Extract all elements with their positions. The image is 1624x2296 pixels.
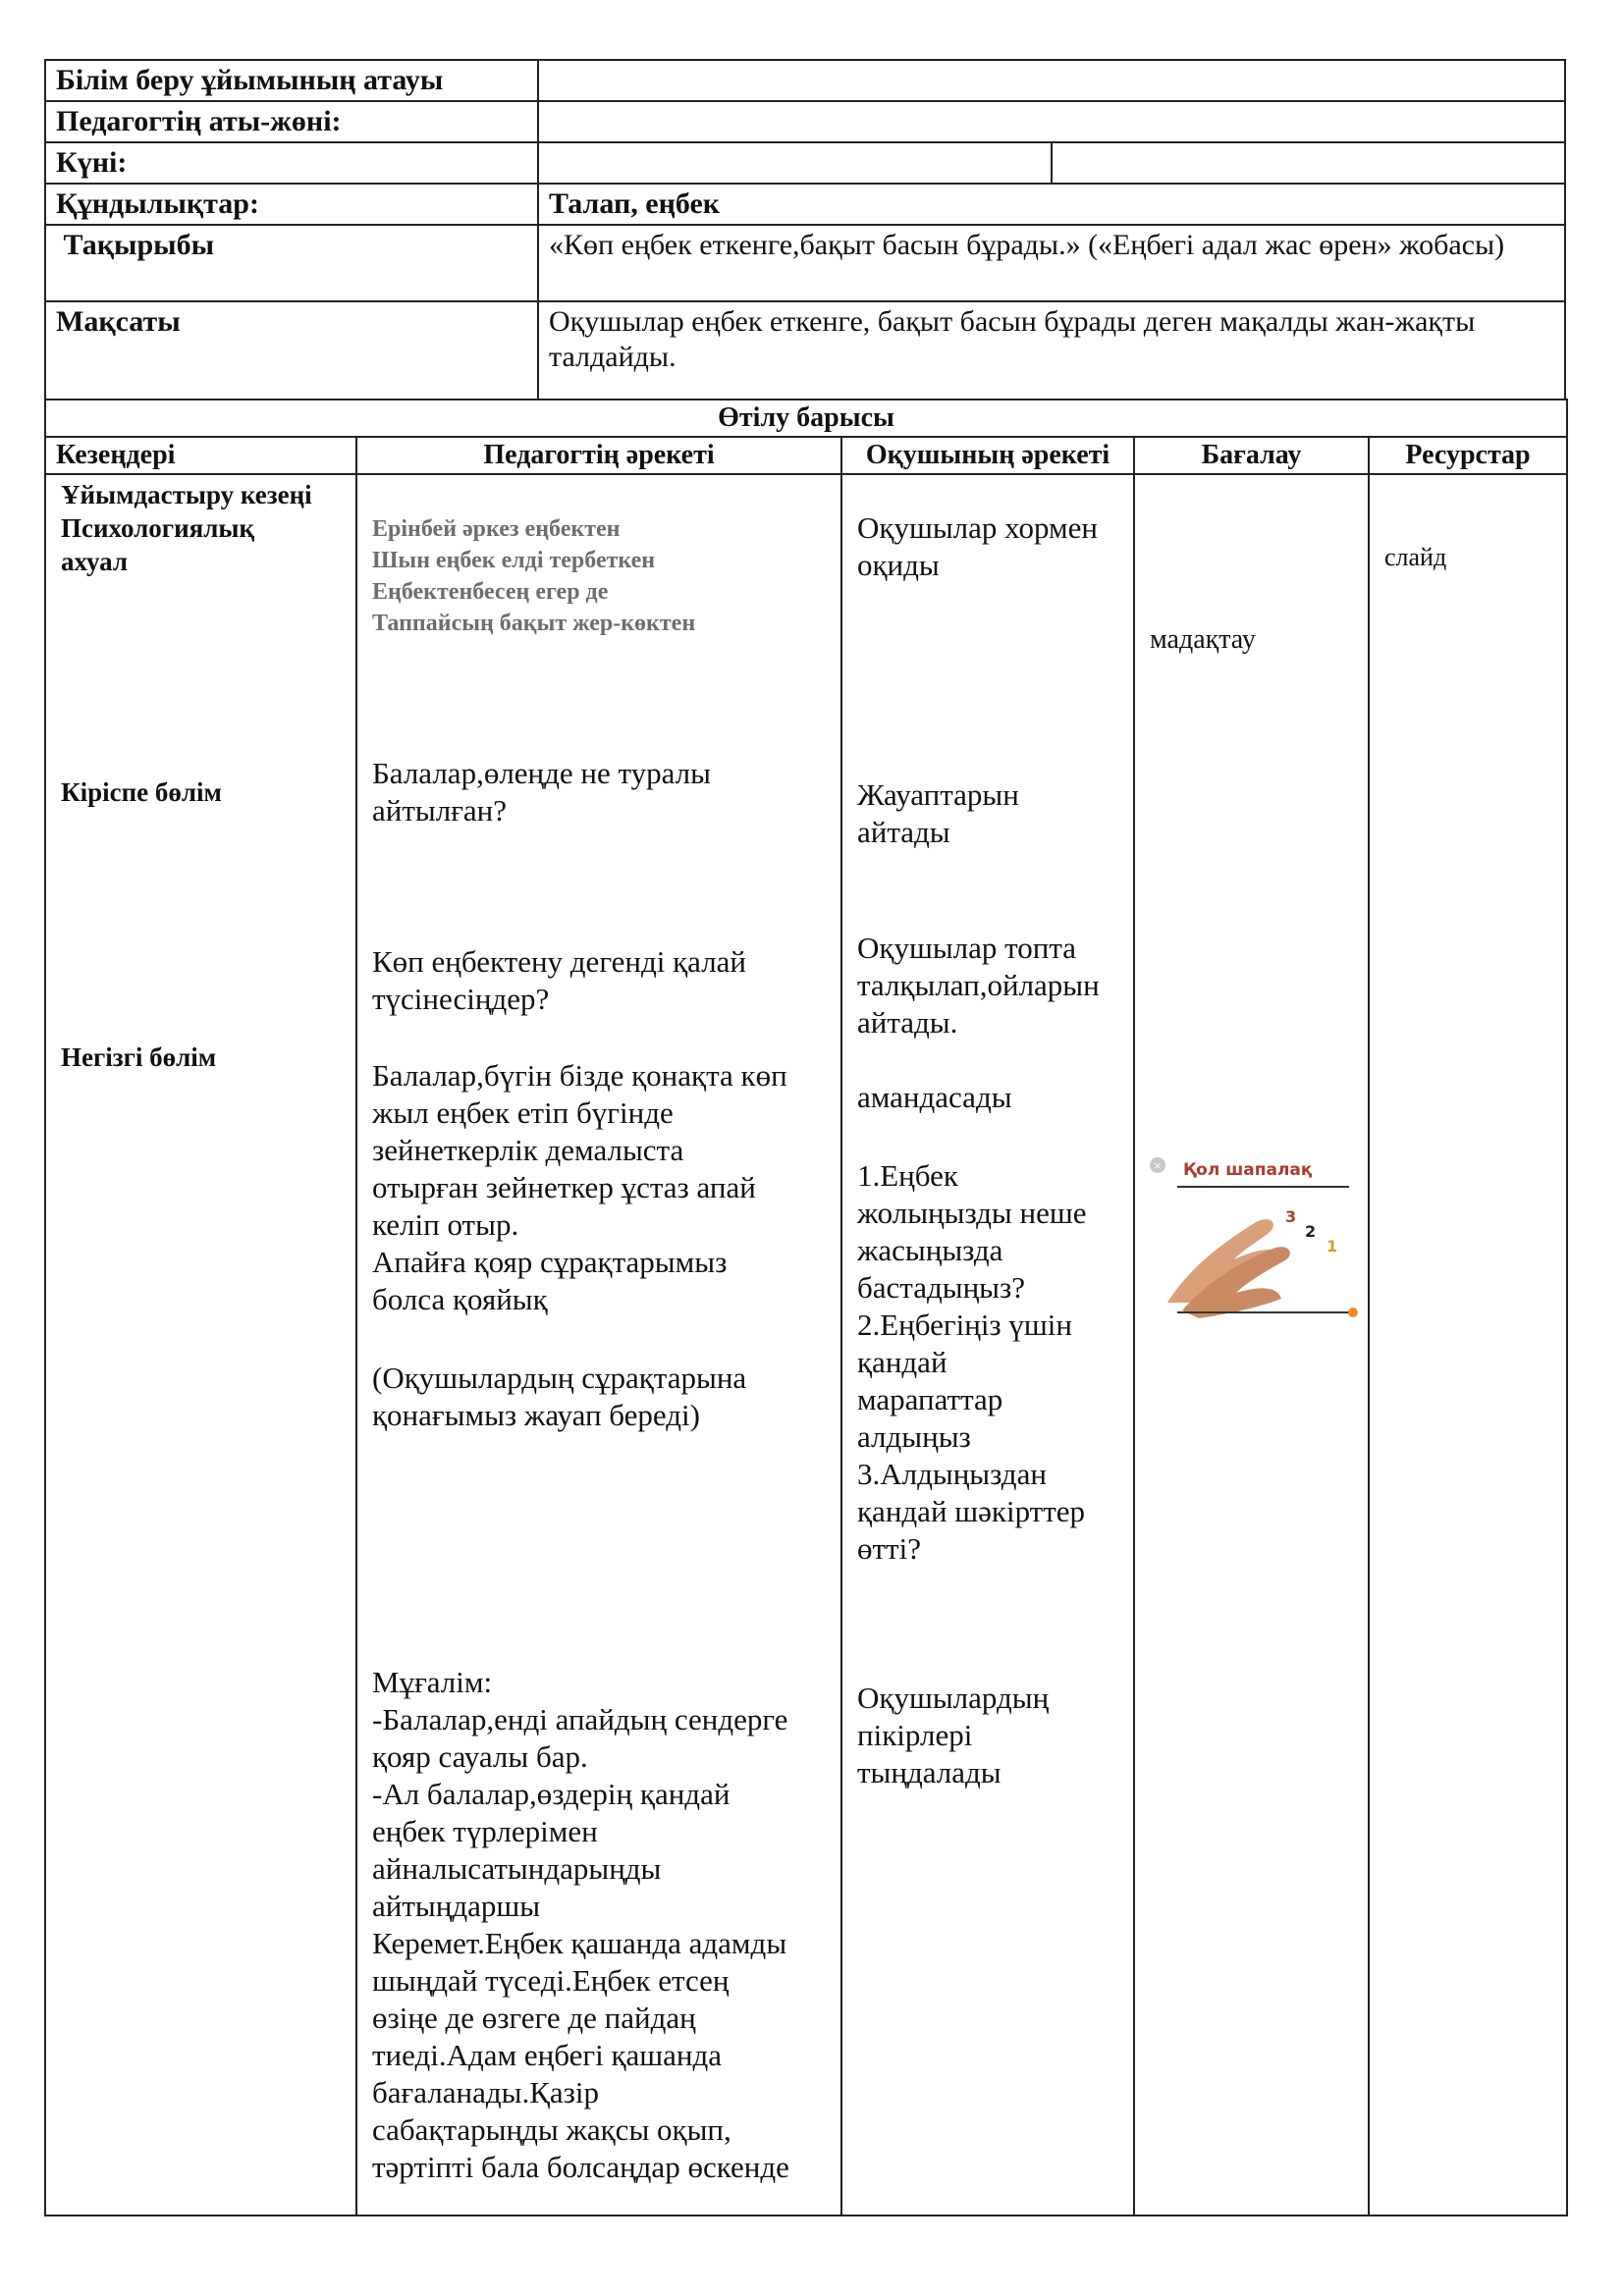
text-line: тәртіпті бала болсаңдар өскенде <box>372 2150 789 2184</box>
date-value-1 <box>538 142 1052 184</box>
org-value <box>538 60 1565 101</box>
text-line: Оқушылар топта <box>857 931 1077 965</box>
text-line: жолыңызды неше <box>857 1196 1087 1230</box>
text-line: қонағымыз жауап береді) <box>372 1398 700 1432</box>
text-line: тыңдалады <box>857 1755 1001 1789</box>
text-line: Апайға қояр сұрақтарымыз <box>372 1245 728 1279</box>
text-line: Балалар,өлеңде не туралы <box>372 756 711 790</box>
text-line: 3.Алдыңыздан <box>857 1457 1047 1491</box>
text-line: өзіңе де өзгеге де пайдаң <box>372 2001 696 2035</box>
clap-number-2: 2 <box>1305 1222 1317 1241</box>
poem-line: Таппайсың бақыт жер-көктен <box>372 611 696 636</box>
text-line: түсінесіңдер? <box>372 982 550 1016</box>
stage-main: Негізгі бөлім <box>61 1042 217 1072</box>
teacher-q1 <box>372 755 711 829</box>
clap-title: Қол шапалақ <box>1183 1160 1313 1180</box>
text-line: Көп еңбектену дегенді қалай <box>372 944 747 979</box>
text-line: айтылған? <box>372 793 508 828</box>
text-line: Балалар,бүгін бізде қонақта көп <box>372 1058 787 1093</box>
text-line: бастадыңыз? <box>857 1270 1025 1305</box>
goal-label: Мақсаты <box>45 301 538 400</box>
svg-text:×: × <box>1153 1159 1163 1172</box>
text-line: бағаланады.Қазір <box>372 2075 600 2109</box>
text-line: еңбек түрлерімен <box>372 1814 598 1848</box>
col-stages: Кезеңдері <box>45 437 356 474</box>
text-line: қояр сауалы бар. <box>372 1739 588 1774</box>
clap-number-1: 1 <box>1326 1237 1338 1255</box>
col-resources: Ресурстар <box>1369 437 1567 474</box>
poem-line: Ерінбей әркез еңбектен <box>372 516 621 542</box>
col-teacher: Педагогтің әрекеті <box>356 437 841 474</box>
teacher-cell <box>356 474 841 2216</box>
flow-title: Өтілу барысы <box>45 400 1567 437</box>
teacher-q3 <box>372 1057 787 1318</box>
student-cell <box>841 474 1134 2216</box>
text-line: айтыңдаршы <box>372 1889 541 1923</box>
student-a4 <box>857 1079 1012 1116</box>
clap-picture <box>1148 1153 1358 1330</box>
text-line: жыл еңбек етіп бүгінде <box>372 1095 674 1130</box>
clap-number-3: 3 <box>1285 1207 1297 1226</box>
text-line: отырған зейнеткер ұстаз апай <box>372 1170 756 1204</box>
topic-value: «Көп еңбек еткенге,бақыт басын бұрады.» («Еңбегі адал жас өрен» жобасы) <box>538 225 1565 301</box>
text-line: алдыңыз <box>857 1419 971 1454</box>
text-line: қандай <box>857 1345 947 1379</box>
text-line: оқиды <box>857 548 940 582</box>
values-value: Талап, еңбек <box>538 184 1565 225</box>
text-line: (Оқушылардың сұрақтарына <box>372 1361 747 1395</box>
goal-value: Оқушылар еңбек еткенге, бақыт басын бұрады деген мақалды жан-жақты талдайды. <box>538 301 1565 400</box>
text-line: айналысатындарыңды <box>372 1851 662 1886</box>
text-line: зейнеткерлік демалыста <box>372 1133 684 1167</box>
text-line: Керемет.Еңбек қашанда адамды <box>372 1926 787 1960</box>
text-line: пікірлері <box>857 1718 973 1752</box>
col-student: Оқушының әрекеті <box>841 437 1134 474</box>
student-a3 <box>857 930 1100 1041</box>
text-line: Мұғалім: <box>372 1665 493 1699</box>
stage-mood: ахуал <box>61 547 129 576</box>
lesson-flow-table <box>44 399 1568 2216</box>
text-line: қандай шәкірттер <box>857 1494 1086 1528</box>
poem-line: Еңбектенбесең егер де <box>372 579 609 605</box>
slide-text: слайд <box>1384 543 1447 571</box>
stage-organizational: Ұйымдастыру кезеңі <box>61 480 312 509</box>
assessment-cell <box>1134 474 1369 2216</box>
student-a6 <box>857 1680 1049 1791</box>
text-line: -Ал балалар,өздерің қандай <box>372 1777 731 1811</box>
org-label: Білім беру ұйымының атауы <box>45 60 538 101</box>
header-table <box>44 59 1566 400</box>
text-line: Оқушылар хормен <box>857 510 1098 545</box>
student-a5 <box>857 1157 1086 1568</box>
text-line: талқылап,ойларын <box>857 968 1100 1002</box>
text-line: шыңдай түседі.Еңбек етсең <box>372 1963 730 1998</box>
col-assessment: Бағалау <box>1134 437 1369 474</box>
resources-cell <box>1369 474 1567 2216</box>
text-line: марапаттар <box>857 1382 1003 1416</box>
teacher-value <box>538 101 1565 142</box>
student-a1 <box>857 509 1098 584</box>
text-line: 2.Еңбегіңіз үшін <box>857 1308 1072 1342</box>
text-line: айтады <box>857 815 950 849</box>
text-line: амандасады <box>857 1080 1012 1114</box>
teacher-q5 <box>372 1664 789 2186</box>
praise-text: мадақтау <box>1150 624 1256 655</box>
stage-intro: Кіріспе бөлім <box>61 777 222 807</box>
clapping-hands-icon <box>1148 1153 1358 1325</box>
text-line: өтті? <box>857 1531 921 1566</box>
text-line: Жауаптарын <box>857 777 1019 812</box>
lesson-plan <box>44 59 1566 2216</box>
text-line: жасыңызда <box>857 1233 1003 1267</box>
stages-cell <box>45 474 356 2216</box>
teacher-q2 <box>372 943 746 1018</box>
text-line: тиеді.Адам еңбегі қашанда <box>372 2038 723 2072</box>
text-line: Оқушылардың <box>857 1681 1050 1715</box>
text-line: болса қояйық <box>372 1282 548 1316</box>
date-value-2 <box>1052 142 1565 184</box>
stage-psychological: Психологиялық <box>61 513 255 543</box>
poem-line: Шын еңбек елді тербеткен <box>372 548 656 573</box>
poem <box>372 513 695 639</box>
text-line: сабақтарыңды жақсы оқып, <box>372 2112 731 2147</box>
text-line: келіп отыр. <box>372 1207 519 1242</box>
teacher-q4 <box>372 1360 746 1434</box>
teacher-label: Педагогтің аты-жөні: <box>45 101 538 142</box>
topic-label: Тақырыбы <box>45 225 538 301</box>
student-a2 <box>857 776 1019 851</box>
text-line: 1.Еңбек <box>857 1158 958 1193</box>
date-label: Күні: <box>45 142 538 184</box>
text-line: айтады. <box>857 1005 958 1040</box>
text-line: -Балалар,енді апайдың сендерге <box>372 1702 788 1736</box>
values-label: Құндылықтар: <box>45 184 538 225</box>
